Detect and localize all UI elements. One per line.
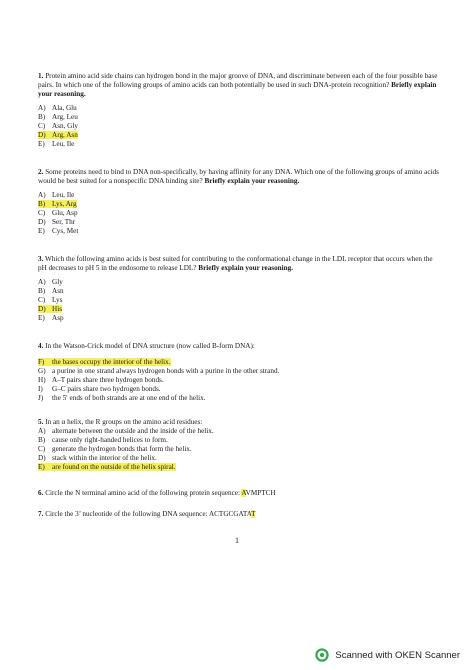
option-1b	[38, 113, 440, 122]
question-1-text: Protein amino acid side chains can hydrogen bond in the major groove of DNA, and discriminate between each of the four possible base pairs. In which one of the following groups of amino acids can both potentially be used in such DNA-protein recognition?	[38, 72, 438, 89]
question-2-instruction: Briefly explain your reasoning.	[204, 177, 300, 185]
answer-highlight	[38, 200, 77, 208]
option-1a	[38, 104, 440, 113]
protein-sequence: VMPTCH	[245, 489, 276, 497]
question-5-stem	[38, 418, 440, 427]
question-1-options	[38, 104, 440, 149]
question-2-options	[38, 191, 440, 236]
question-1-stem	[38, 72, 440, 99]
option-1d-highlighted	[38, 131, 440, 140]
question-4-stem	[38, 342, 440, 351]
option-letter: E)	[38, 227, 45, 235]
question-2-text: Some proteins need to bind to DNA non-specifically, by having affinity for any DNA. Which one of the following groups of amino acids would be best suited for a nonspecific DNA binding site?	[38, 168, 439, 185]
three-prime-highlight: T	[251, 510, 256, 518]
option-letter: B)	[38, 200, 46, 208]
question-1-number: 1.	[38, 72, 44, 80]
option-3b	[38, 287, 440, 296]
question-3-number: 3.	[38, 255, 44, 263]
option-1c	[38, 122, 440, 131]
question-3-instruction: Briefly explain your reasoning.	[198, 264, 294, 272]
option-text: a purine in one strand always hydrogen bonds with a purine in the other strand.	[52, 367, 280, 375]
option-3d-highlighted	[38, 305, 440, 314]
question-5-options	[38, 427, 440, 472]
option-text: Arg, Leu	[52, 113, 78, 121]
option-letter: C)	[38, 209, 46, 217]
question-3-text: Which the following amino acids is best suited for contributing to the conformational change in the LDL receptor that occurs when the pH decreases to pH 5 in the endosome to release LDL?	[38, 255, 433, 272]
question-4-number: 4.	[38, 342, 44, 350]
option-letter: C)	[38, 122, 46, 130]
question-7-stem	[38, 510, 440, 519]
question-7-text: Circle the 3’ nucleotide of the following DNA sequence:	[43, 510, 209, 518]
question-1	[38, 72, 440, 149]
option-text: His	[52, 305, 62, 313]
option-letter: D)	[38, 218, 46, 226]
option-2e	[38, 227, 440, 236]
option-3c	[38, 296, 440, 305]
scanner-text: Scanned with OKEN Scanner	[335, 649, 460, 661]
question-3-options	[38, 278, 440, 323]
option-4f-highlighted	[38, 358, 440, 367]
page-number: 1	[235, 536, 239, 545]
option-1e	[38, 140, 440, 149]
answer-highlight	[38, 305, 62, 313]
oken-scanner-logo-icon	[315, 648, 329, 662]
option-text: Asp	[52, 314, 64, 322]
option-letter: B)	[38, 287, 46, 295]
option-4i	[38, 385, 440, 394]
option-text: Lys	[52, 296, 63, 304]
option-text: the bases occupy the interior of the helix.	[52, 358, 171, 366]
option-letter: A)	[38, 278, 46, 286]
option-letter: B)	[38, 436, 46, 444]
question-6-stem	[38, 489, 440, 498]
scanner-watermark	[315, 648, 460, 662]
option-text: stack within the interior of the helix.	[52, 454, 157, 462]
option-text: Asn	[52, 287, 64, 295]
option-letter: D)	[38, 454, 46, 462]
question-3-stem	[38, 255, 440, 273]
option-letter: E)	[38, 140, 45, 148]
option-2c	[38, 209, 440, 218]
question-4	[38, 342, 440, 403]
option-text: A–T pairs share three hydrogen bonds.	[52, 376, 164, 384]
question-1-instruction: Briefly explain your reasoning.	[38, 81, 437, 98]
question-5-text: In an α helix, the R groups on the amino acid residues:	[43, 418, 203, 426]
question-4-options	[38, 358, 440, 403]
option-text: Leu, Ile	[52, 191, 75, 199]
question-6-text: Circle the N terminal amino acid of the following protein sequence:	[43, 489, 242, 497]
question-5	[38, 418, 440, 472]
question-3	[38, 255, 440, 323]
option-text: Cys, Met	[52, 227, 79, 235]
question-6	[38, 489, 440, 498]
option-text: are found on the outside of the helix spiral.	[52, 463, 176, 471]
option-letter: J)	[38, 394, 44, 402]
option-3a	[38, 278, 440, 287]
question-6-number: 6.	[38, 489, 44, 497]
option-letter: C)	[38, 296, 46, 304]
question-2-stem	[38, 168, 440, 186]
option-text: Lys, Arg	[52, 200, 77, 208]
answer-highlight	[38, 131, 78, 139]
question-7-number: 7.	[38, 510, 44, 518]
option-letter: A)	[38, 104, 46, 112]
question-7	[38, 510, 440, 519]
option-5c	[38, 445, 440, 454]
option-letter: A)	[38, 427, 46, 435]
option-letter: D)	[38, 305, 46, 313]
dna-sequence: ACTGCGATA	[208, 510, 252, 518]
option-5d	[38, 454, 440, 463]
option-text: Ala, Glu	[52, 104, 77, 112]
option-5b	[38, 436, 440, 445]
option-4j	[38, 394, 440, 403]
option-text: cause only right-handed helices to form.	[52, 436, 168, 444]
option-2b-highlighted	[38, 200, 440, 209]
option-text: Gly	[52, 278, 63, 286]
option-letter: E)	[38, 463, 45, 471]
option-3e	[38, 314, 440, 323]
option-5e-highlighted	[38, 463, 440, 472]
option-text: Leu, Ile	[52, 140, 75, 148]
option-letter: A)	[38, 191, 46, 199]
option-text: Ser, Thr	[52, 218, 76, 226]
option-letter: E)	[38, 314, 45, 322]
option-text: G–C pairs share two hydrogen bonds.	[52, 385, 161, 393]
option-letter: I)	[38, 385, 43, 393]
option-letter: C)	[38, 445, 46, 453]
question-2-number: 2.	[38, 168, 44, 176]
option-text: Arg, Asn	[52, 131, 78, 139]
option-2d	[38, 218, 440, 227]
question-2	[38, 168, 440, 236]
question-4-text: In the Watson-Crick model of DNA structure (now called B-form DNA):	[43, 342, 255, 350]
question-5-number: 5.	[38, 418, 44, 426]
option-letter: G)	[38, 367, 46, 375]
option-text: the 5′ ends of both strands are at one end of the helix.	[52, 394, 206, 402]
option-4g	[38, 367, 440, 376]
option-4h	[38, 376, 440, 385]
option-2a	[38, 191, 440, 200]
option-text: generate the hydrogen bonds that form the helix.	[52, 445, 192, 453]
option-letter: D)	[38, 131, 46, 139]
option-text: Glu, Asp	[52, 209, 78, 217]
option-text: alternate between the outside and the inside of the helix.	[52, 427, 214, 435]
option-letter: H)	[38, 376, 46, 384]
answer-highlight	[38, 358, 171, 366]
option-letter: F)	[38, 358, 45, 366]
n-terminal-highlight: A	[241, 489, 246, 497]
option-text: Asn, Gly	[52, 122, 78, 130]
option-letter: B)	[38, 113, 46, 121]
answer-highlight	[38, 463, 176, 471]
option-5a	[38, 427, 440, 436]
